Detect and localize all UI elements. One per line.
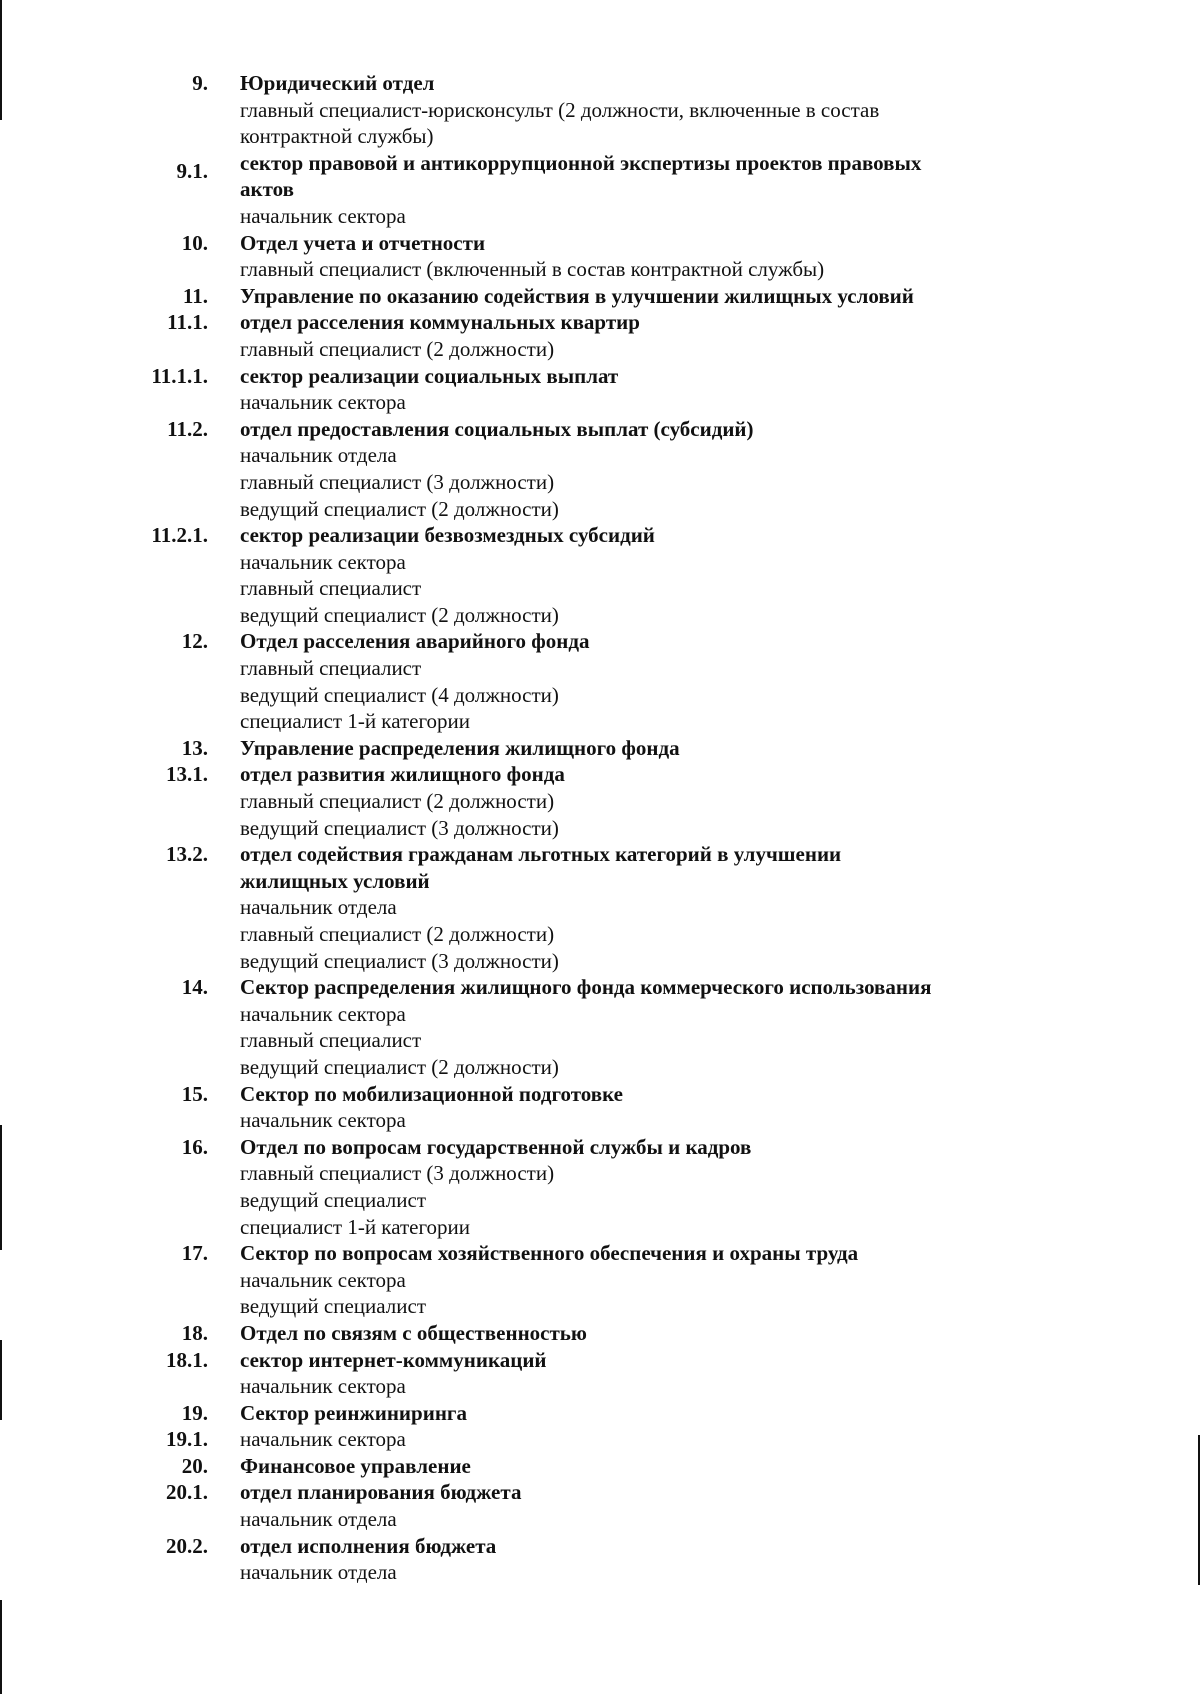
position-text: контрактной службы) [240, 124, 434, 149]
unit-title: Сектор по мобилизационной подготовке [240, 1081, 623, 1106]
list-item [0, 1267, 1200, 1294]
list-item [0, 283, 1200, 310]
list-item [0, 176, 1200, 203]
position-text: ведущий специалист [240, 1187, 426, 1212]
position-text: главный специалист (включенный в состав контрактной службы) [240, 257, 825, 282]
list-item [0, 868, 1200, 895]
list-item [0, 1479, 1200, 1506]
position-text: начальник сектора [240, 1001, 406, 1026]
list-item [0, 735, 1200, 762]
list-item [0, 628, 1200, 655]
item-number: 13.2. [166, 842, 208, 867]
position-text: начальник отдела [240, 895, 397, 920]
list-item [0, 442, 1200, 469]
list-item [0, 97, 1200, 124]
item-number: 13. [181, 735, 208, 760]
position-text: начальник сектора [240, 203, 406, 228]
list-item [0, 1134, 1200, 1161]
unit-title: отдел планирования бюджета [240, 1480, 522, 1505]
position-text: начальник сектора [240, 1427, 406, 1452]
list-item [0, 1373, 1200, 1400]
unit-title: отдел развития жилищного фонда [240, 762, 565, 787]
list-item [0, 655, 1200, 682]
unit-title: Управление распределения жилищного фонда [240, 735, 680, 760]
unit-title: жилищных условий [240, 868, 430, 893]
unit-title: Финансовое управление [240, 1453, 471, 1478]
unit-title: Отдел учета и отчетности [240, 230, 486, 255]
list-item [0, 1453, 1200, 1480]
list-item [0, 841, 1200, 868]
unit-title: отдел содействия гражданам льготных категорий в улучшении [240, 842, 842, 867]
list-item [0, 389, 1200, 416]
list-item [0, 1160, 1200, 1187]
list-item [0, 1214, 1200, 1241]
list-item [0, 1187, 1200, 1214]
unit-title: сектор интернет-коммуникаций [240, 1347, 547, 1372]
item-number: 12. [181, 629, 208, 654]
list-item [0, 549, 1200, 576]
list-item [0, 1559, 1200, 1586]
list-item [0, 1400, 1200, 1427]
position-text: главный специалист (3 должности) [240, 1161, 555, 1186]
list-item [0, 1320, 1200, 1347]
unit-title: отдел расселения коммунальных квартир [240, 310, 640, 335]
position-text: начальник отдела [240, 443, 397, 468]
list-item [0, 894, 1200, 921]
document-page [0, 70, 1200, 1586]
list-item [0, 1426, 1200, 1453]
list-item [0, 203, 1200, 230]
item-number: 20. [181, 1453, 208, 1478]
list-item [0, 1027, 1200, 1054]
position-text: ведущий специалист [240, 1294, 426, 1319]
list-item [0, 1240, 1200, 1267]
list-item [0, 602, 1200, 629]
item-number: 20.1. [166, 1480, 208, 1505]
list-item [0, 336, 1200, 363]
position-text: ведущий специалист (3 должности) [240, 948, 559, 973]
list-item [0, 469, 1200, 496]
item-number: 9. [192, 71, 208, 95]
item-number: 20.2. [166, 1533, 208, 1558]
item-number: 11.2. [167, 416, 208, 441]
position-text: главный специалист-юрисконсульт (2 должности, включенные в состав [240, 97, 880, 122]
scan-edge-line-left-bottom [0, 1600, 2, 1694]
list-item [0, 1081, 1200, 1108]
position-text: главный специалист [240, 576, 422, 601]
list-item [0, 1347, 1200, 1374]
list-item [0, 815, 1200, 842]
list-item [0, 708, 1200, 735]
list-item [0, 921, 1200, 948]
position-text: начальник отдела [240, 1560, 397, 1585]
list-item [0, 256, 1200, 283]
position-text: главный специалист [240, 656, 422, 681]
unit-title: Сектор реинжиниринга [240, 1400, 467, 1425]
position-text: ведущий специалист (4 должности) [240, 682, 559, 707]
item-number: 11.1. [167, 310, 208, 335]
position-text: начальник сектора [240, 390, 406, 415]
item-number: 17. [181, 1241, 208, 1266]
list-item [0, 416, 1200, 443]
item-number: 9.1. [176, 158, 208, 183]
position-text: главный специалист (2 должности) [240, 336, 555, 361]
list-item [0, 788, 1200, 815]
item-number: 19. [181, 1400, 208, 1425]
position-text: ведущий специалист (2 должности) [240, 496, 559, 521]
item-number: 11. [182, 283, 208, 308]
list-item [0, 974, 1200, 1001]
list-item [0, 1533, 1200, 1560]
list-item [0, 309, 1200, 336]
position-text: главный специалист (3 должности) [240, 469, 555, 494]
list-item [0, 1506, 1200, 1533]
list-item [0, 575, 1200, 602]
item-number: 10. [181, 230, 208, 255]
list-item [0, 1293, 1200, 1320]
unit-title: Отдел расселения аварийного фонда [240, 629, 590, 654]
position-text: начальник отдела [240, 1507, 397, 1532]
position-text: начальник сектора [240, 1374, 406, 1399]
item-number: 14. [181, 975, 208, 1000]
unit-title: Управление по оказанию содействия в улучшении жилищных условий [240, 283, 914, 308]
position-text: ведущий специалист (2 должности) [240, 1054, 559, 1079]
position-text: начальник сектора [240, 1108, 406, 1133]
unit-title: сектор правовой и антикоррупционной экспертизы проектов правовых [240, 150, 922, 175]
unit-title: сектор реализации безвозмездных субсидий [240, 523, 655, 548]
position-text: главный специалист (2 должности) [240, 922, 555, 946]
position-text: ведущий специалист (3 должности) [240, 815, 559, 840]
unit-title: отдел предоставления социальных выплат (субсидий) [240, 416, 754, 441]
position-text: начальник сектора [240, 549, 406, 574]
list-item [0, 496, 1200, 523]
list-item [0, 682, 1200, 709]
list-item [0, 363, 1200, 390]
unit-title: Сектор по вопросам хозяйственного обеспечения и охраны труда [240, 1241, 859, 1266]
position-text: начальник сектора [240, 1267, 406, 1292]
position-text: специалист 1-й категории [240, 1214, 471, 1239]
unit-title: Отдел по связям с общественностью [240, 1320, 587, 1345]
list-item [0, 1001, 1200, 1028]
unit-title: актов [240, 177, 294, 202]
item-number: 15. [181, 1081, 208, 1106]
list-item [0, 948, 1200, 975]
item-number: 18.1. [166, 1347, 208, 1372]
list-item [0, 150, 1200, 183]
item-number: 16. [181, 1134, 208, 1159]
position-text: специалист 1-й категории [240, 709, 471, 734]
list-item [0, 230, 1200, 257]
list-item [0, 522, 1200, 549]
item-number: 18. [181, 1320, 208, 1345]
list-item [0, 761, 1200, 788]
list-item [0, 70, 1200, 97]
unit-title: сектор реализации социальных выплат [240, 363, 619, 388]
item-number: 13.1. [166, 762, 208, 787]
list-item [0, 1107, 1200, 1134]
position-text: главный специалист [240, 1028, 422, 1053]
item-number: 19.1. [166, 1427, 208, 1452]
unit-title: Юридический отдел [240, 71, 435, 95]
list-item [0, 123, 1200, 150]
unit-title: Отдел по вопросам государственной службы и кадров [240, 1134, 752, 1159]
position-text: главный специалист (2 должности) [240, 789, 555, 814]
position-text: ведущий специалист (2 должности) [240, 602, 559, 627]
unit-title: Сектор распределения жилищного фонда коммерческого использования [240, 975, 932, 1000]
unit-title: отдел исполнения бюджета [240, 1533, 497, 1558]
list-item [0, 1054, 1200, 1081]
item-number: 11.1.1. [151, 363, 208, 388]
item-number: 11.2.1. [151, 523, 208, 548]
